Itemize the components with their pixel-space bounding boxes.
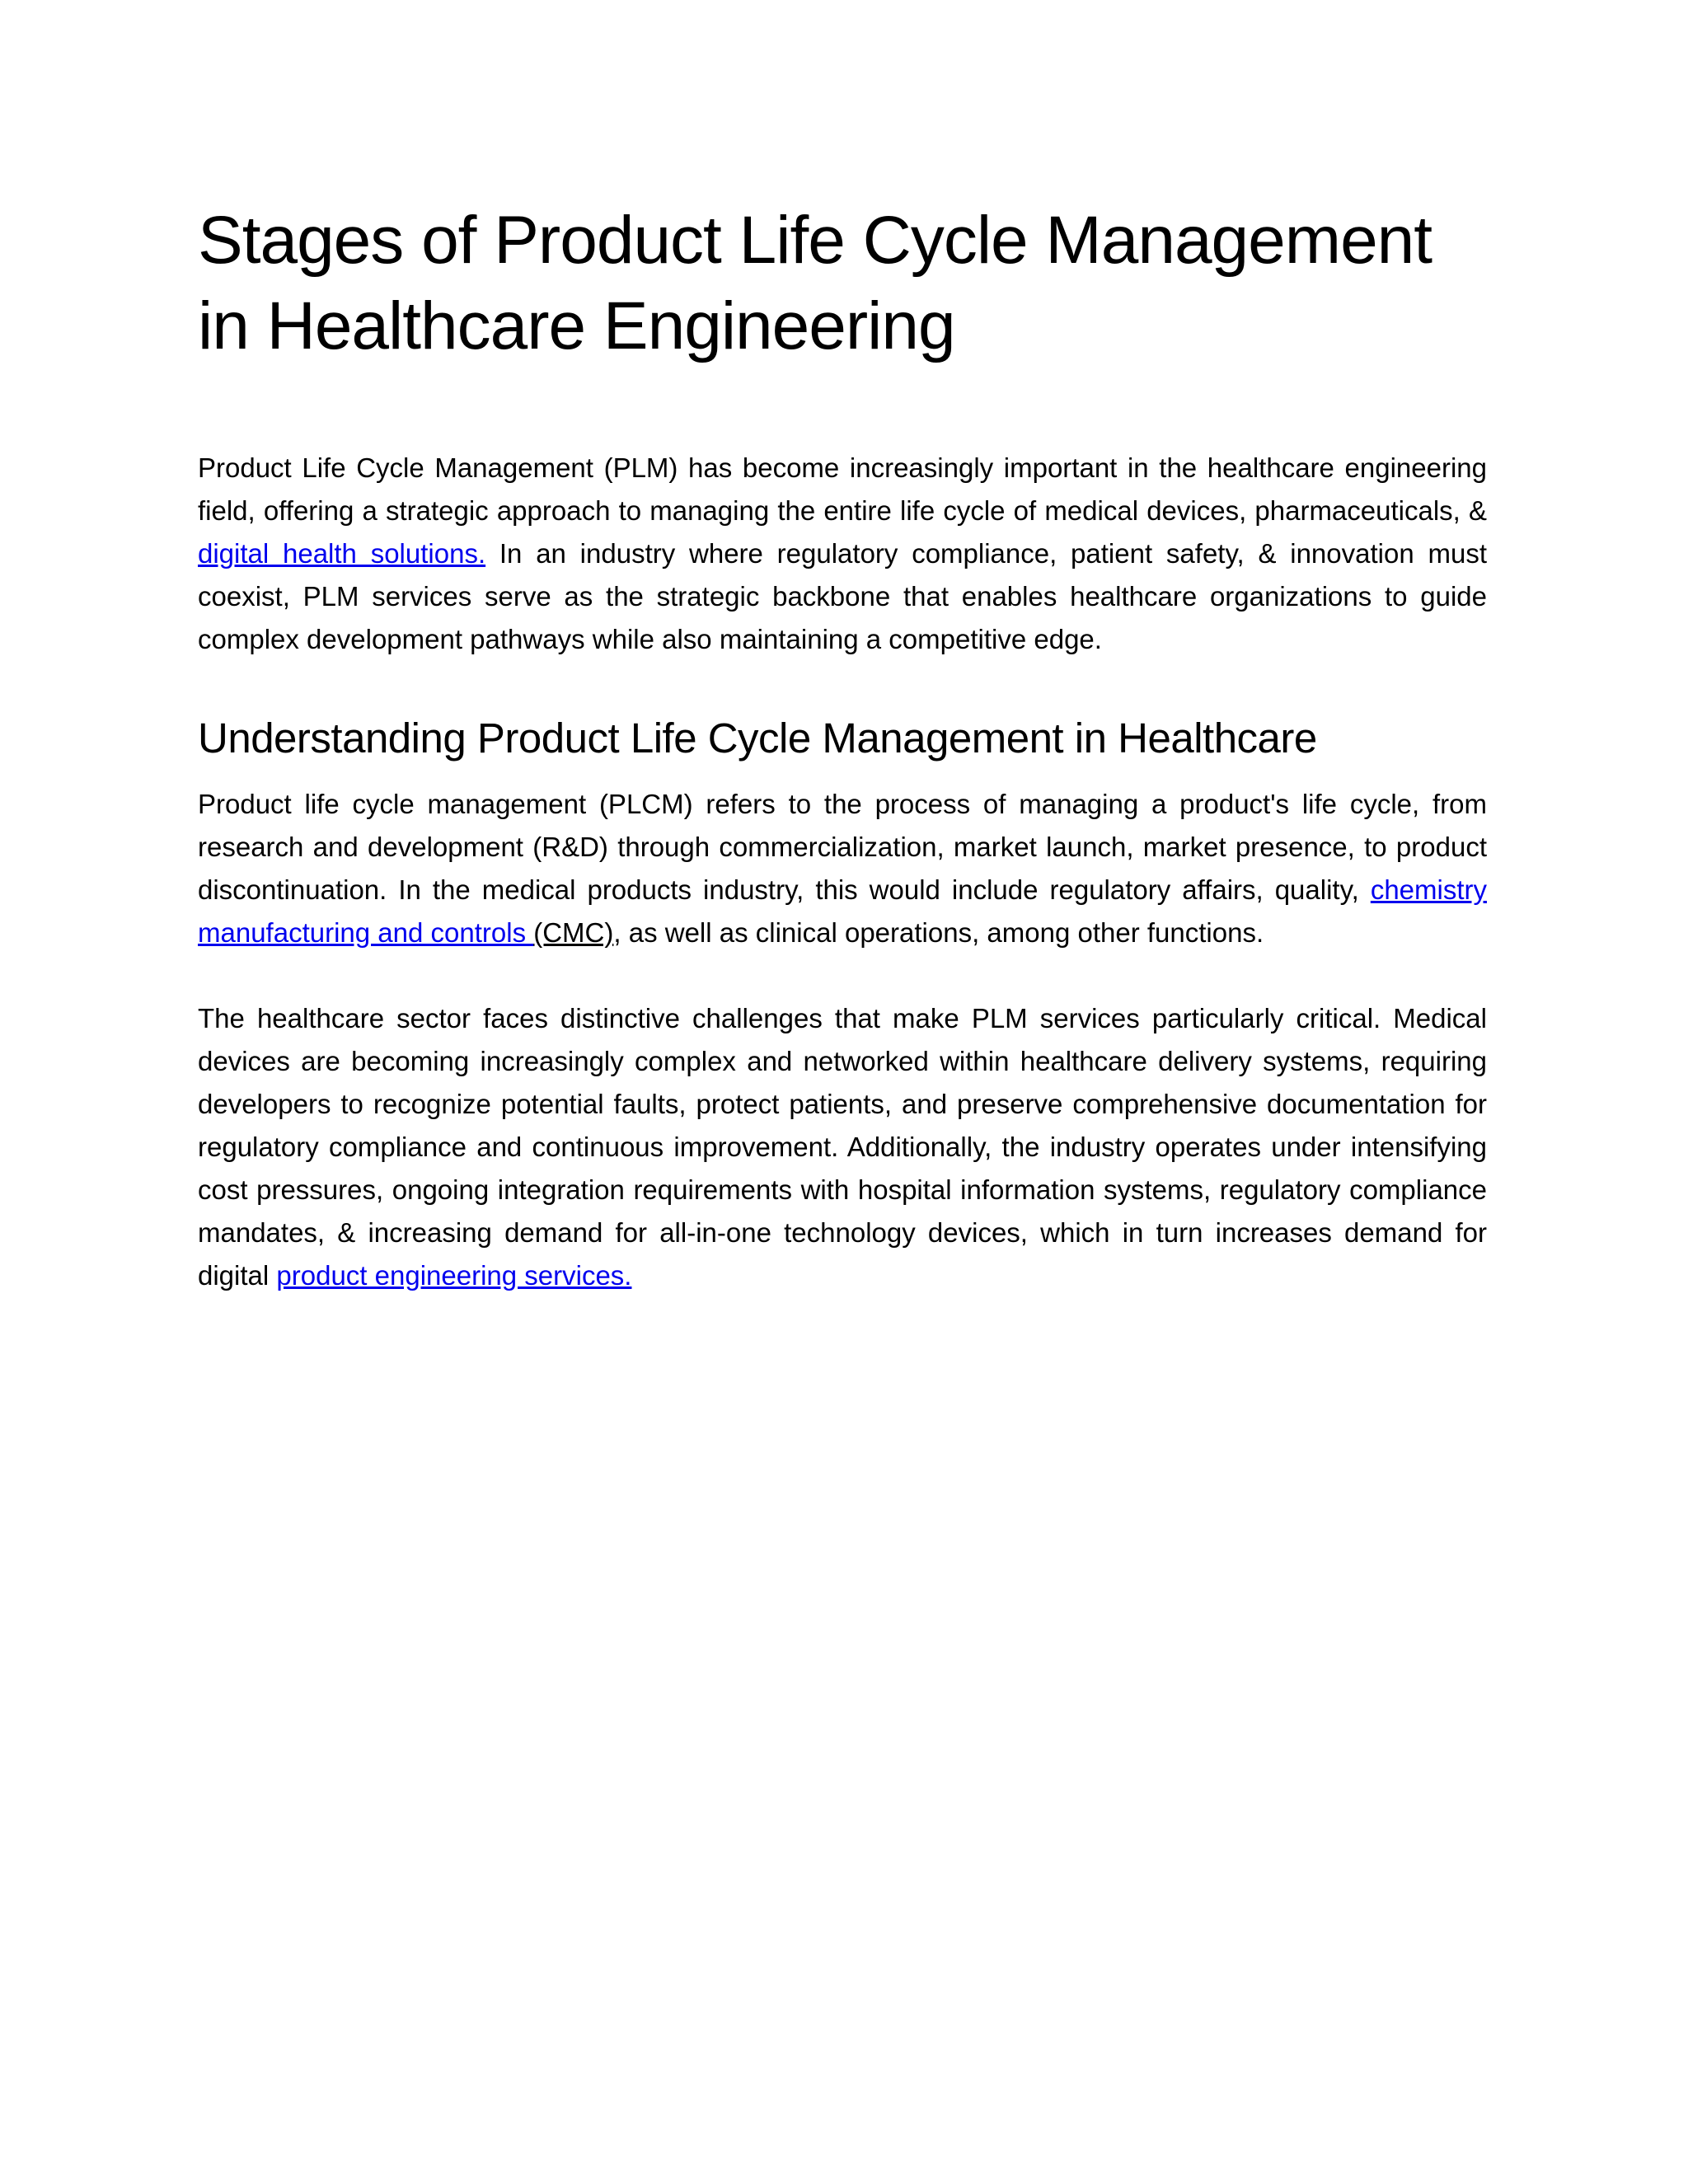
section-heading: Understanding Product Life Cycle Management in Healthcare (198, 715, 1317, 762)
product-engineering-services-link[interactable]: product engineering services. (276, 1260, 632, 1291)
challenges-paragraph (198, 997, 1487, 1297)
title-line-2: in Healthcare Engineering (198, 288, 955, 363)
cmc-link[interactable]: chemistry manufacturing and controls (198, 874, 1487, 948)
cmc-abbreviation: (CMC) (533, 917, 614, 948)
plcm-text: Product life cycle management (PLCM) refers to the process of managing a product's life cycle, from research and development (R&D) through commercialization, market launch, market presence, to product discontinuation. In the medical products industry, this would include regulatory affairs, quality, (198, 789, 1487, 905)
digital-health-solutions-link[interactable]: digital health solutions. (198, 538, 486, 569)
intro-text: Product Life Cycle Management (PLM) has become increasingly important in the healthcare engineering field, offering a strategic approach to managing the entire life cycle of medical devices, pharmaceuticals, & (198, 452, 1487, 526)
intro-paragraph (198, 447, 1487, 661)
title-line-1: Stages of Product Life Cycle Management (198, 203, 1432, 278)
document-page (198, 198, 1487, 1297)
plcm-text-continued: , as well as clinical operations, among other functions. (613, 917, 1264, 948)
plcm-paragraph (198, 783, 1487, 954)
intro-text-continued: In an industry where regulatory compliance, patient safety, & innovation must coexist, PLM services serve as the strategic backbone that enables healthcare organizations to guide complex development pathways while also maintaining a competitive edge. (198, 538, 1487, 654)
document-title (198, 198, 1487, 369)
challenges-text: The healthcare sector faces distinctive challenges that make PLM services particularly critical. Medical devices are becoming increasingly complex and networked within healthcare delivery systems, requiring developers to recognize potential faults, protect patients, and preserve comprehensive documentation for regulatory compliance and continuous improvement. Additionally, the industry operates under intensifying cost pressures, ongoing integration requirements with hospital information systems, regulatory compliance mandates, & increasing demand for all-in-one technology devices, which in turn increases demand for digital (198, 1003, 1487, 1291)
